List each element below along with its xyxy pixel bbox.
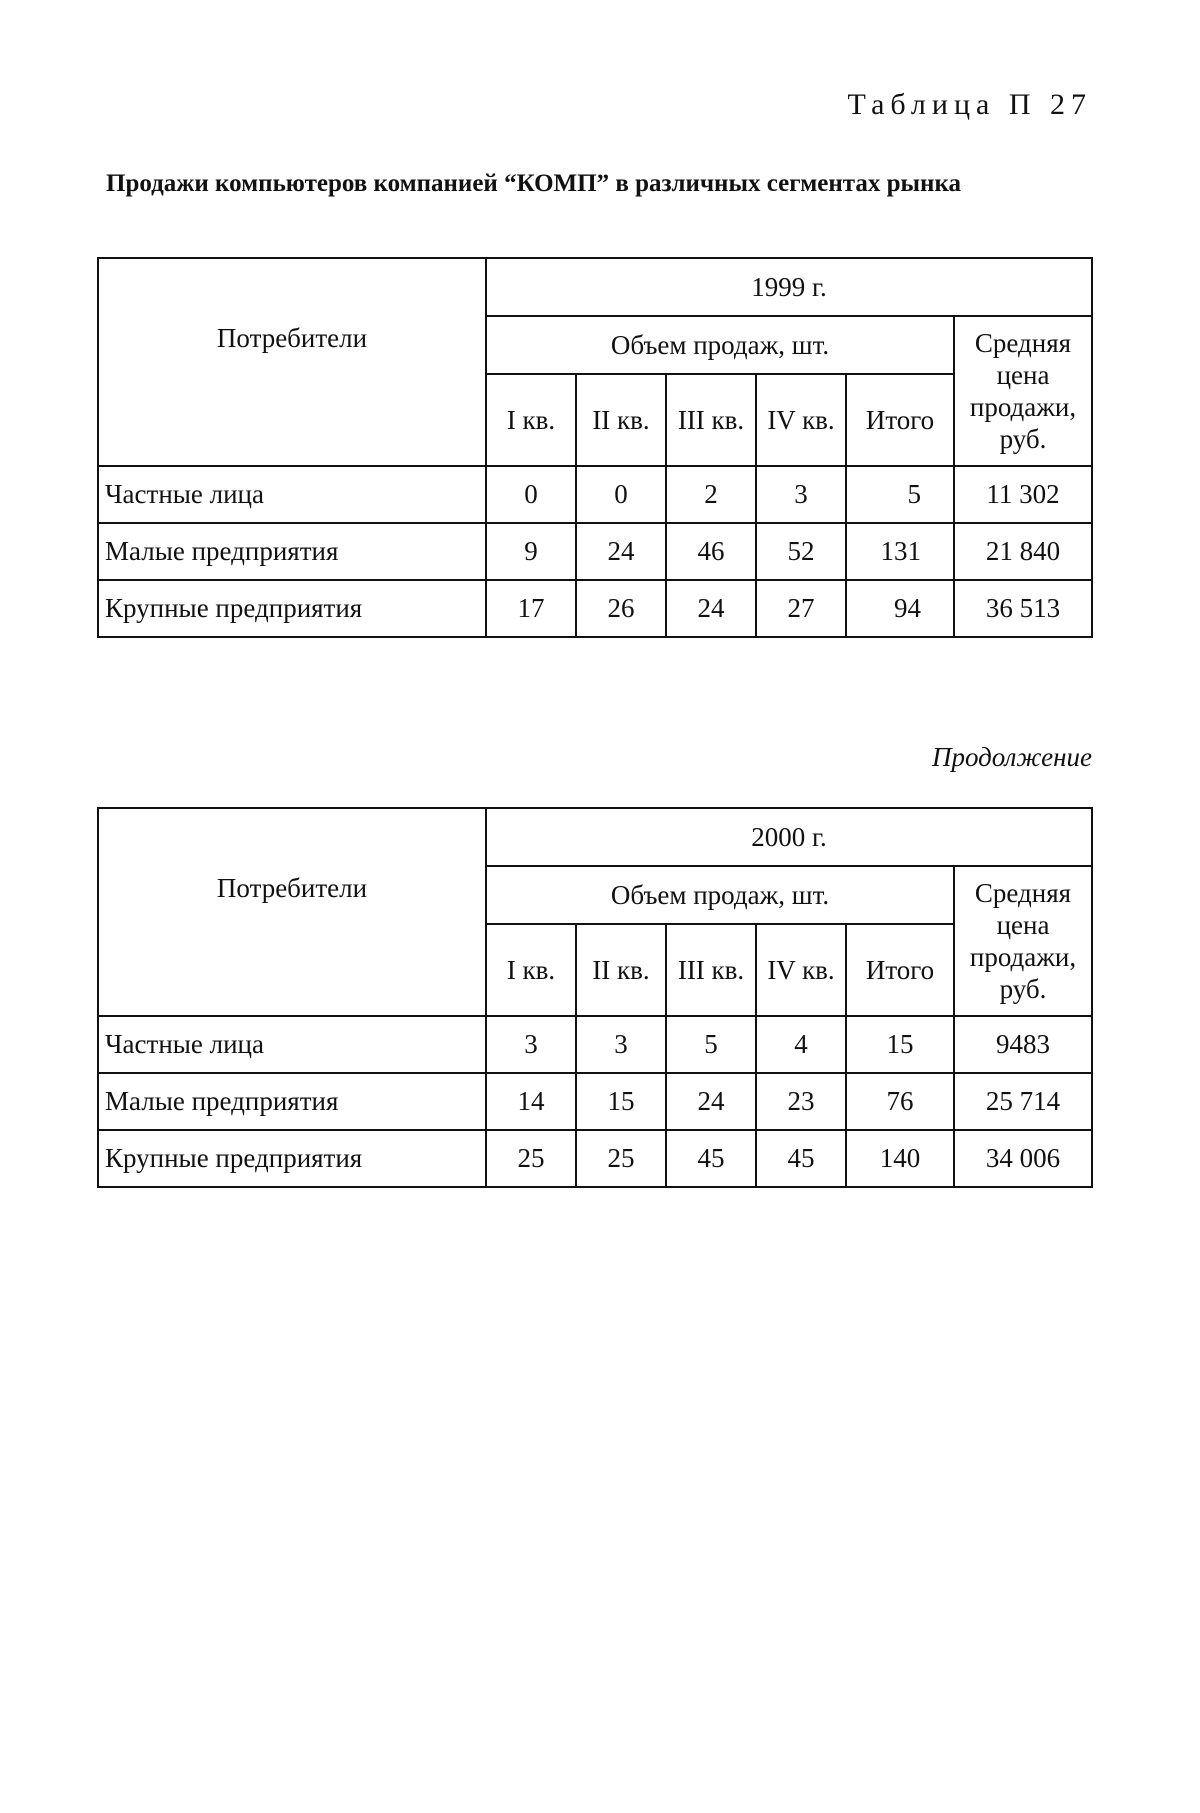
q1-cell: 3	[486, 1016, 576, 1073]
q4-cell: 3	[756, 466, 846, 523]
price-cell: 21 840	[954, 523, 1092, 580]
q4-cell: 4	[756, 1016, 846, 1073]
avg-price-header: Средняя цена продажи, руб.	[954, 866, 1092, 1016]
q1-cell: 14	[486, 1073, 576, 1130]
q1-cell: 25	[486, 1130, 576, 1187]
table-row	[98, 1016, 1092, 1073]
table-row	[98, 1073, 1092, 1130]
q4-cell: 27	[756, 580, 846, 637]
total-cell: 94	[846, 580, 954, 637]
total-cell: 131	[846, 523, 954, 580]
row-label: Крупные предприятия	[98, 1130, 486, 1187]
q4-cell: 52	[756, 523, 846, 580]
avg-price-header: Средняя цена продажи, руб.	[954, 316, 1092, 466]
total-header: Итого	[846, 374, 954, 466]
quarter-4-header: IV кв.	[756, 374, 846, 466]
row-label: Малые предприятия	[98, 523, 486, 580]
table-row	[98, 580, 1092, 637]
sales-table-2000	[97, 807, 1093, 1188]
price-cell: 9483	[954, 1016, 1092, 1073]
table-row	[98, 466, 1092, 523]
consumers-header: Потребители	[98, 808, 486, 1016]
page-title: Продажи компьютеров компанией “КОМП” в различных сегментах рынка	[106, 170, 961, 197]
table-number-label: Таблица П 27	[847, 88, 1092, 121]
price-cell: 11 302	[954, 466, 1092, 523]
continuation-label: Продолжение	[931, 742, 1092, 772]
consumers-header: Потребители	[98, 258, 486, 466]
total-cell: 76	[846, 1073, 954, 1130]
row-label: Крупные предприятия	[98, 580, 486, 637]
price-cell: 34 006	[954, 1130, 1092, 1187]
q3-cell: 5	[666, 1016, 756, 1073]
total-header: Итого	[846, 924, 954, 1016]
q4-cell: 23	[756, 1073, 846, 1130]
quarter-1-header: I кв.	[486, 924, 576, 1016]
q3-cell: 24	[666, 580, 756, 637]
q3-cell: 45	[666, 1130, 756, 1187]
table-row	[98, 1130, 1092, 1187]
quarter-3-header: III кв.	[666, 374, 756, 466]
q1-cell: 0	[486, 466, 576, 523]
sales-volume-header: Объем продаж, шт.	[486, 866, 954, 924]
row-label: Малые предприятия	[98, 1073, 486, 1130]
q3-cell: 46	[666, 523, 756, 580]
sales-table-1999	[97, 257, 1093, 638]
table-row	[98, 523, 1092, 580]
price-cell: 36 513	[954, 580, 1092, 637]
year-header: 1999 г.	[486, 258, 1092, 316]
quarter-2-header: II кв.	[576, 924, 666, 1016]
q2-cell: 3	[576, 1016, 666, 1073]
q2-cell: 24	[576, 523, 666, 580]
q4-cell: 45	[756, 1130, 846, 1187]
q2-cell: 0	[576, 466, 666, 523]
year-header: 2000 г.	[486, 808, 1092, 866]
q2-cell: 15	[576, 1073, 666, 1130]
quarter-1-header: I кв.	[486, 374, 576, 466]
sales-volume-header: Объем продаж, шт.	[486, 316, 954, 374]
quarter-2-header: II кв.	[576, 374, 666, 466]
q3-cell: 2	[666, 466, 756, 523]
q3-cell: 24	[666, 1073, 756, 1130]
quarter-3-header: III кв.	[666, 924, 756, 1016]
q1-cell: 9	[486, 523, 576, 580]
total-cell: 15	[846, 1016, 954, 1073]
total-cell: 5	[846, 466, 954, 523]
q1-cell: 17	[486, 580, 576, 637]
price-cell: 25 714	[954, 1073, 1092, 1130]
q2-cell: 26	[576, 580, 666, 637]
row-label: Частные лица	[98, 1016, 486, 1073]
quarter-4-header: IV кв.	[756, 924, 846, 1016]
row-label: Частные лица	[98, 466, 486, 523]
q2-cell: 25	[576, 1130, 666, 1187]
total-cell: 140	[846, 1130, 954, 1187]
